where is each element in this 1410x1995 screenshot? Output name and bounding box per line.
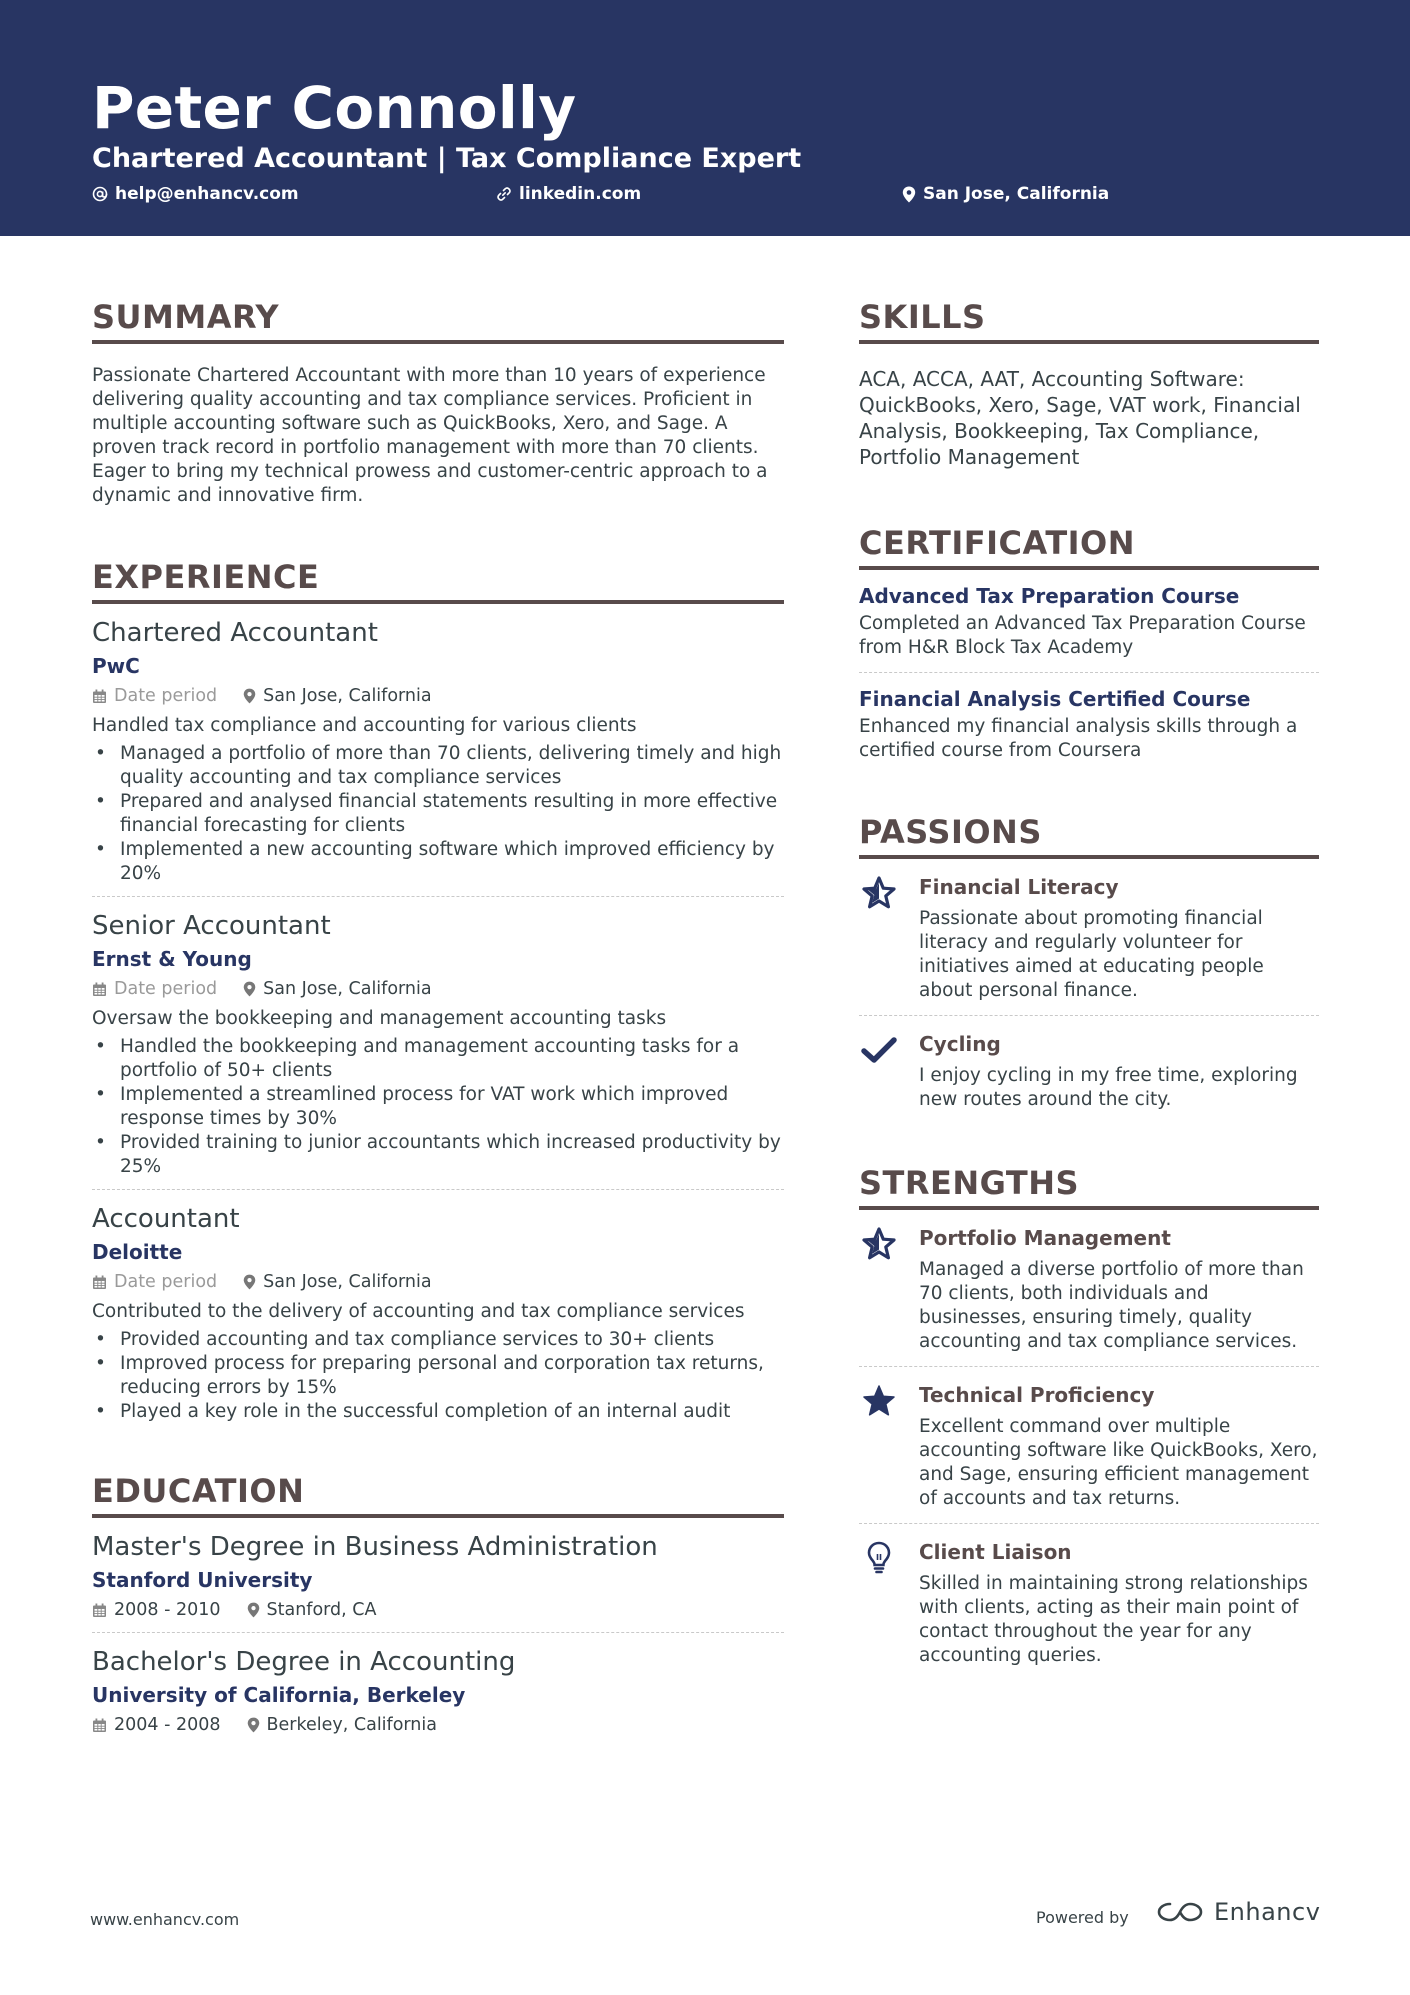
education-date <box>92 1598 221 1622</box>
certification-item <box>859 672 1319 775</box>
star-filled-icon <box>861 1383 897 1419</box>
powered-by-label: Powered by <box>1036 1908 1129 1927</box>
location-pin-icon <box>247 1602 260 1618</box>
calendar-icon <box>92 1275 107 1290</box>
education-location-text: Stanford, CA <box>266 1600 377 1620</box>
left-column <box>92 296 784 1747</box>
strength-body <box>919 1224 1319 1354</box>
degree-title: Bachelor's Degree in Accounting <box>92 1647 516 1677</box>
contact-email[interactable] <box>92 184 299 204</box>
job-description: Handled tax compliance and accounting for various clients <box>92 715 637 736</box>
job-bullet: • Prepared and analysed financial statements resulting in more effective financial forecasting for clients <box>92 790 784 838</box>
passion-description: Passionate about promoting financial literacy and regularly volunteer for initiatives aimed at educating people about personal finance. <box>919 908 1264 1001</box>
job-location <box>243 684 431 708</box>
strength-body <box>919 1381 1319 1511</box>
education-meta <box>92 1598 784 1622</box>
experience-entry <box>92 896 784 1189</box>
contact-email-text: help@enhancv.com <box>115 184 299 204</box>
job-bullet: • Handled the bookkeeping and management accounting tasks for a portfolio of 50+ clients <box>92 1035 784 1083</box>
job-bullets <box>92 1035 784 1179</box>
at-icon <box>92 186 108 202</box>
school-name: Stanford University <box>92 1568 313 1592</box>
job-title: Accountant <box>92 1204 240 1234</box>
calendar-icon <box>92 982 107 997</box>
passion-item <box>859 859 1319 1015</box>
location-pin-icon <box>243 688 256 704</box>
strength-title: Portfolio Management <box>919 1226 1171 1250</box>
education-heading: EDUCATION <box>92 1470 784 1518</box>
job-meta <box>92 977 784 1001</box>
passion-description: I enjoy cycling in my free time, exploring new routes around the city. <box>919 1065 1298 1110</box>
skills-heading: SKILLS <box>859 296 1319 344</box>
link-icon <box>496 186 512 202</box>
company-name: PwC <box>92 654 140 678</box>
checkmark-icon <box>861 1032 897 1068</box>
education-date-text: 2008 - 2010 <box>114 1600 221 1620</box>
job-date <box>92 1270 217 1294</box>
job-bullet: • Improved process for preparing personal and corporation tax returns, reducing errors by 15% <box>92 1352 784 1400</box>
passions-heading: PASSIONS <box>859 811 1319 859</box>
right-column <box>859 296 1319 1680</box>
passion-title: Financial Literacy <box>919 875 1119 899</box>
job-location-text: San Jose, California <box>263 686 432 706</box>
strength-description: Skilled in maintaining strong relationships with clients, acting as their main point of contact throughout the year for any accounting queries. <box>919 1573 1308 1666</box>
brand-logo[interactable] <box>1156 1898 1320 1926</box>
job-location-text: San Jose, California <box>263 979 432 999</box>
contact-location <box>902 184 1109 204</box>
job-bullet: • Managed a portfolio of more than 70 clients, delivering timely and high quality accounting and tax compliance services <box>92 742 784 790</box>
job-bullet: • Implemented a streamlined process for VAT work which improved response times by 30% <box>92 1083 784 1131</box>
job-bullets <box>92 742 784 886</box>
job-bullet: • Implemented a new accounting software which improved efficiency by 20% <box>92 838 784 886</box>
strength-icon-wrap <box>859 1538 919 1668</box>
experience-entry <box>92 604 784 896</box>
skills-section <box>859 296 1319 470</box>
certification-description: Enhanced my financial analysis skills through a certified course from Coursera <box>859 716 1298 761</box>
job-description: Oversaw the bookkeeping and management accounting tasks <box>92 1008 667 1029</box>
job-title: Chartered Accountant <box>92 618 378 648</box>
experience-heading: EXPERIENCE <box>92 556 784 604</box>
education-meta <box>92 1713 784 1737</box>
school-name: University of California, Berkeley <box>92 1683 466 1707</box>
education-entry <box>92 1518 784 1632</box>
certification-description: Completed an Advanced Tax Preparation Course from H&R Block Tax Academy <box>859 613 1306 658</box>
passion-item <box>859 1015 1319 1124</box>
degree-title: Master's Degree in Business Administration <box>92 1532 658 1562</box>
strength-title: Client Liaison <box>919 1540 1072 1564</box>
education-section <box>92 1470 784 1747</box>
contact-location-text: San Jose, California <box>923 184 1110 204</box>
education-date-text: 2004 - 2008 <box>114 1715 221 1735</box>
star-outline-icon <box>861 875 897 911</box>
certification-item <box>859 570 1319 672</box>
passion-body <box>919 873 1319 1003</box>
education-location <box>247 1713 437 1737</box>
job-meta <box>92 684 784 708</box>
summary-section <box>92 296 784 508</box>
contact-linkedin[interactable] <box>496 184 641 204</box>
passions-section <box>859 811 1319 1124</box>
calendar-icon <box>92 689 107 704</box>
calendar-icon <box>92 1603 107 1618</box>
experience-section <box>92 556 784 1434</box>
job-date-text: Date period <box>114 979 218 999</box>
location-pin-icon <box>243 1274 256 1290</box>
location-pin-icon <box>243 981 256 997</box>
star-outline-icon <box>861 1226 897 1262</box>
strength-item <box>859 1210 1319 1366</box>
strength-icon-wrap <box>859 1381 919 1511</box>
strength-item <box>859 1366 1319 1523</box>
company-name: Deloitte <box>92 1240 183 1264</box>
header-banner <box>0 0 1410 236</box>
job-location-text: San Jose, California <box>263 1272 432 1292</box>
strength-item <box>859 1523 1319 1680</box>
job-title: Senior Accountant <box>92 911 331 941</box>
job-location <box>243 1270 431 1294</box>
job-meta <box>92 1270 784 1294</box>
passion-icon-wrap <box>859 1030 919 1112</box>
job-bullets <box>92 1328 784 1424</box>
passion-body <box>919 1030 1319 1112</box>
job-bullet: • Played a key role in the successful completion of an internal audit <box>92 1400 784 1424</box>
job-date <box>92 977 217 1001</box>
job-date-text: Date period <box>114 686 218 706</box>
certification-section <box>859 522 1319 775</box>
calendar-icon <box>92 1718 107 1733</box>
strength-body <box>919 1538 1319 1668</box>
job-bullet: • Provided training to junior accountants which increased productivity by 25% <box>92 1131 784 1179</box>
certification-heading: CERTIFICATION <box>859 522 1319 570</box>
education-date <box>92 1713 221 1737</box>
summary-heading: SUMMARY <box>92 296 784 344</box>
certification-title: Advanced Tax Preparation Course <box>859 584 1240 608</box>
job-description: Contributed to the delivery of accounting and tax compliance services <box>92 1301 745 1322</box>
skills-text: ACA, ACCA, AAT, Accounting Software: QuickBooks, Xero, Sage, VAT work, Financial Analysis, Bookkeeping, Tax Compliance, Portfolio Management <box>859 367 1301 469</box>
brand-name: Enhancv <box>1214 1898 1321 1926</box>
strengths-section <box>859 1162 1319 1680</box>
job-location <box>243 977 431 1001</box>
education-entry <box>92 1632 784 1747</box>
job-date-text: Date period <box>114 1272 218 1292</box>
job-date <box>92 684 217 708</box>
passion-icon-wrap <box>859 873 919 1003</box>
candidate-title: Chartered Accountant | Tax Compliance Expert <box>92 143 802 174</box>
strengths-heading: STRENGTHS <box>859 1162 1319 1210</box>
lightbulb-icon <box>861 1540 897 1576</box>
strength-icon-wrap <box>859 1224 919 1354</box>
strength-description: Managed a diverse portfolio of more than 70 clients, both individuals and businesses, ensuring timely, quality accounting and tax compliance services. <box>919 1259 1304 1352</box>
experience-entry <box>92 1189 784 1434</box>
education-location-text: Berkeley, California <box>266 1715 437 1735</box>
location-pin-icon <box>247 1717 260 1733</box>
candidate-name: Peter Connolly <box>92 74 577 142</box>
enhancv-logo-icon <box>1156 1899 1204 1925</box>
contact-linkedin-text: linkedin.com <box>519 184 642 204</box>
education-location <box>247 1598 377 1622</box>
strength-title: Technical Proficiency <box>919 1383 1155 1407</box>
passion-title: Cycling <box>919 1032 1001 1056</box>
location-pin-icon <box>902 186 916 203</box>
company-name: Ernst & Young <box>92 947 252 971</box>
strength-description: Excellent command over multiple accounting software like QuickBooks, Xero, and Sage, ensuring efficient management of accounts and tax returns. <box>919 1416 1318 1509</box>
summary-text: Passionate Chartered Accountant with more than 10 years of experience delivering quality accounting and tax compliance services. Proficient in multiple accounting software such as QuickBooks, Xero, and Sage. A proven track record in portfolio management with more than 70 clients. Eager to bring my technical prowess and customer-centric approach to a dynamic and innovative firm. <box>92 365 768 506</box>
job-bullet: • Provided accounting and tax compliance services to 30+ clients <box>92 1328 784 1352</box>
footer-website-link[interactable]: www.enhancv.com <box>90 1910 240 1929</box>
certification-title: Financial Analysis Certified Course <box>859 687 1251 711</box>
